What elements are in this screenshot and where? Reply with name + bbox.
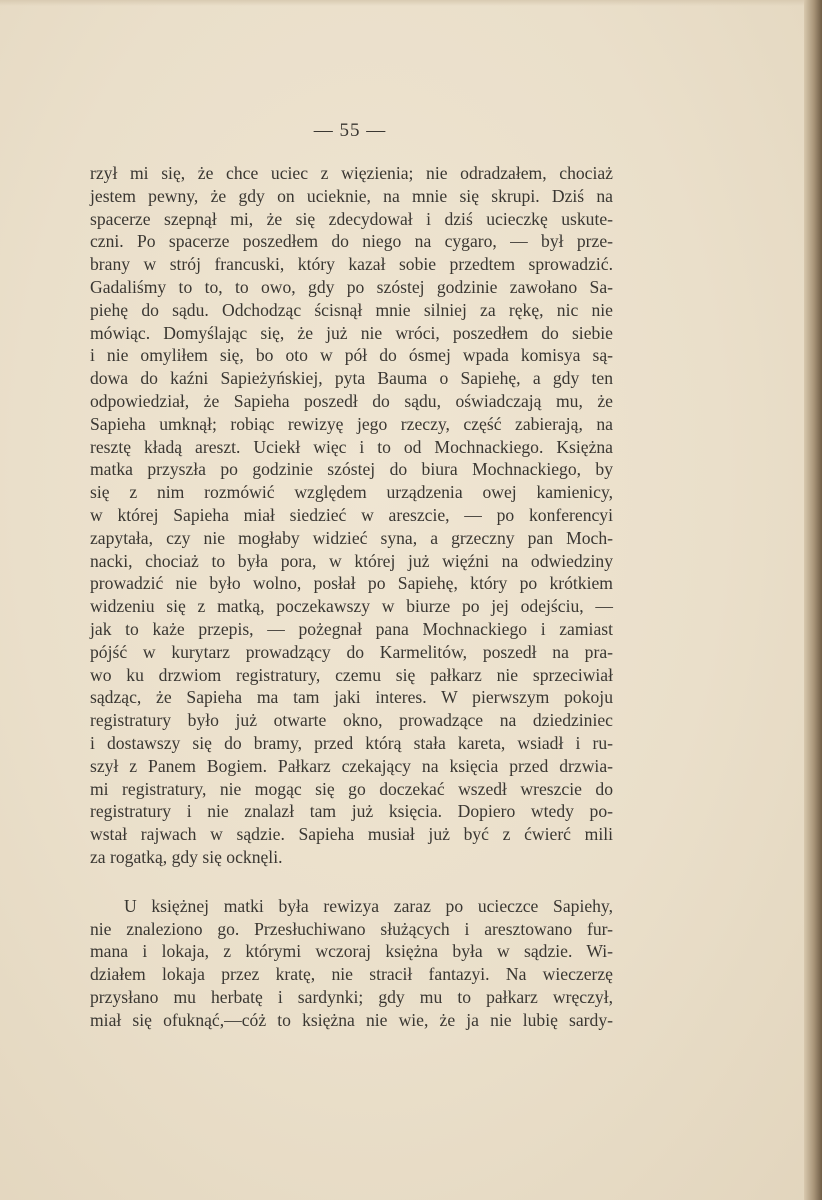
text-line: nie znaleziono go. Przesłuchiwano służących i aresztowano fur- [90, 918, 613, 939]
text-line: sądząc, że Sapieha ma tam jaki interes. W pierwszym pokoju [90, 687, 613, 708]
paragraph-2 [90, 895, 613, 1032]
text-line: się z nim rozmówić względem urządzenia owej kamienicy, [90, 482, 613, 503]
page-body [90, 162, 613, 1031]
page-binding-edge [804, 0, 822, 1200]
page-top-edge [0, 0, 822, 6]
text-line: brany w strój francuski, który kazał sobie przedtem sprowadzić. [90, 254, 613, 275]
text-line: mówiąc. Domyślając się, że już nie wróci, poszedłem do siebie [90, 322, 613, 343]
text-line: miał się ofuknąć,—cóż to księżna nie wie, że ja nie lubię sardy- [90, 1009, 613, 1030]
text-line: wstał rajwach w sądzie. Sapieha musiał już być z ćwierć mili [90, 824, 613, 845]
text-line: przysłano mu herbatę i sardynki; gdy mu to pałkarz wręczył, [90, 986, 613, 1007]
text-line: Sapieha umknął; robiąc rewizyę jego rzeczy, część zabierają, na [90, 413, 613, 434]
text-line: działem lokaja przez kratę, nie stracił fantazyi. Na wieczerzę [90, 964, 613, 985]
text-line: registratury i nie znalazł tam już księcia. Dopiero wtedy po- [90, 801, 613, 822]
text-line: registratury było już otwarte okno, prowadzące na dziedziniec [90, 710, 613, 731]
text-line: jak to każe przepis, — pożegnał pana Mochnackiego i zamiast [90, 618, 613, 639]
text-line: czni. Po spacerze poszedłem do niego na cygaro, — był prze- [90, 231, 613, 252]
text-line: w której Sapieha miał siedzieć w areszcie, — po konferencyi [90, 504, 613, 525]
text-line: i dostawszy się do bramy, przed którą stała kareta, wsiadł i ru- [90, 732, 613, 753]
text-line: pójść w kurytarz prowadzący do Karmelitów, poszedł na pra- [90, 641, 613, 662]
paragraph-gap [90, 869, 613, 895]
text-line: Gadaliśmy to to, to owo, gdy po szóstej godzinie zawołano Sa- [90, 276, 613, 297]
text-line: piehę do sądu. Odchodząc ścisnął mnie silniej za rękę, nic nie [90, 299, 613, 320]
text-line: prowadzić nie było wolno, posłał po Sapiehę, który po krótkiem [90, 573, 613, 594]
text-line: mi registratury, nie mogąc się go doczekać wszedł wreszcie do [90, 778, 613, 799]
text-line: nacki, chociaż to była pora, w której już więźni na odwiedziny [90, 550, 613, 571]
text-line: widzeniu się z matką, poczekawszy w biurze po jej odejściu, — [90, 596, 613, 617]
text-line: rzył mi się, że chce uciec z więzienia; nie odradzałem, chociaż [90, 163, 613, 183]
paragraph-1 [90, 162, 613, 869]
text-line: wo ku drzwiom registratury, czemu się pałkarz nie sprzeciwiał [90, 664, 613, 685]
text-line: zapytała, czy nie mogłaby widzieć syna, a grzeczny pan Moch- [90, 527, 613, 548]
text-line: jestem pewny, że gdy on ucieknie, na mnie się skrupi. Dziś na [90, 185, 613, 206]
text-line: mana i lokaja, z którymi wczoraj księżna była w sądzie. Wi- [90, 941, 613, 962]
text-line: dowa do kaźni Sapieżyńskiej, pyta Bauma o Sapiehę, a gdy ten [90, 368, 613, 389]
text-line: spacerze szepnął mi, że się zdecydował i dziś ucieczkę uskute- [90, 208, 613, 229]
page-number: — 55 — [313, 120, 387, 141]
text-line: matka przyszła po godzinie szóstej do biura Mochnackiego, by [90, 459, 613, 480]
text-line: U księżnej matki była rewizya zaraz po ucieczce Sapiehy, [124, 895, 613, 916]
text-line: resztę kładą areszt. Uciekł więc i to od Mochnackiego. Księżna [90, 436, 613, 457]
text-line: i nie omyliłem się, bo oto w pół do ósmej wpada komisya są- [90, 345, 613, 366]
text-line: za rogatką, gdy się ocknęli. [90, 846, 283, 867]
text-line: szył z Panem Bogiem. Pałkarz czekający na księcia przed drzwia- [90, 755, 613, 776]
text-line: odpowiedział, że Sapieha poszedł do sądu, oświadczają mu, że [90, 390, 613, 411]
